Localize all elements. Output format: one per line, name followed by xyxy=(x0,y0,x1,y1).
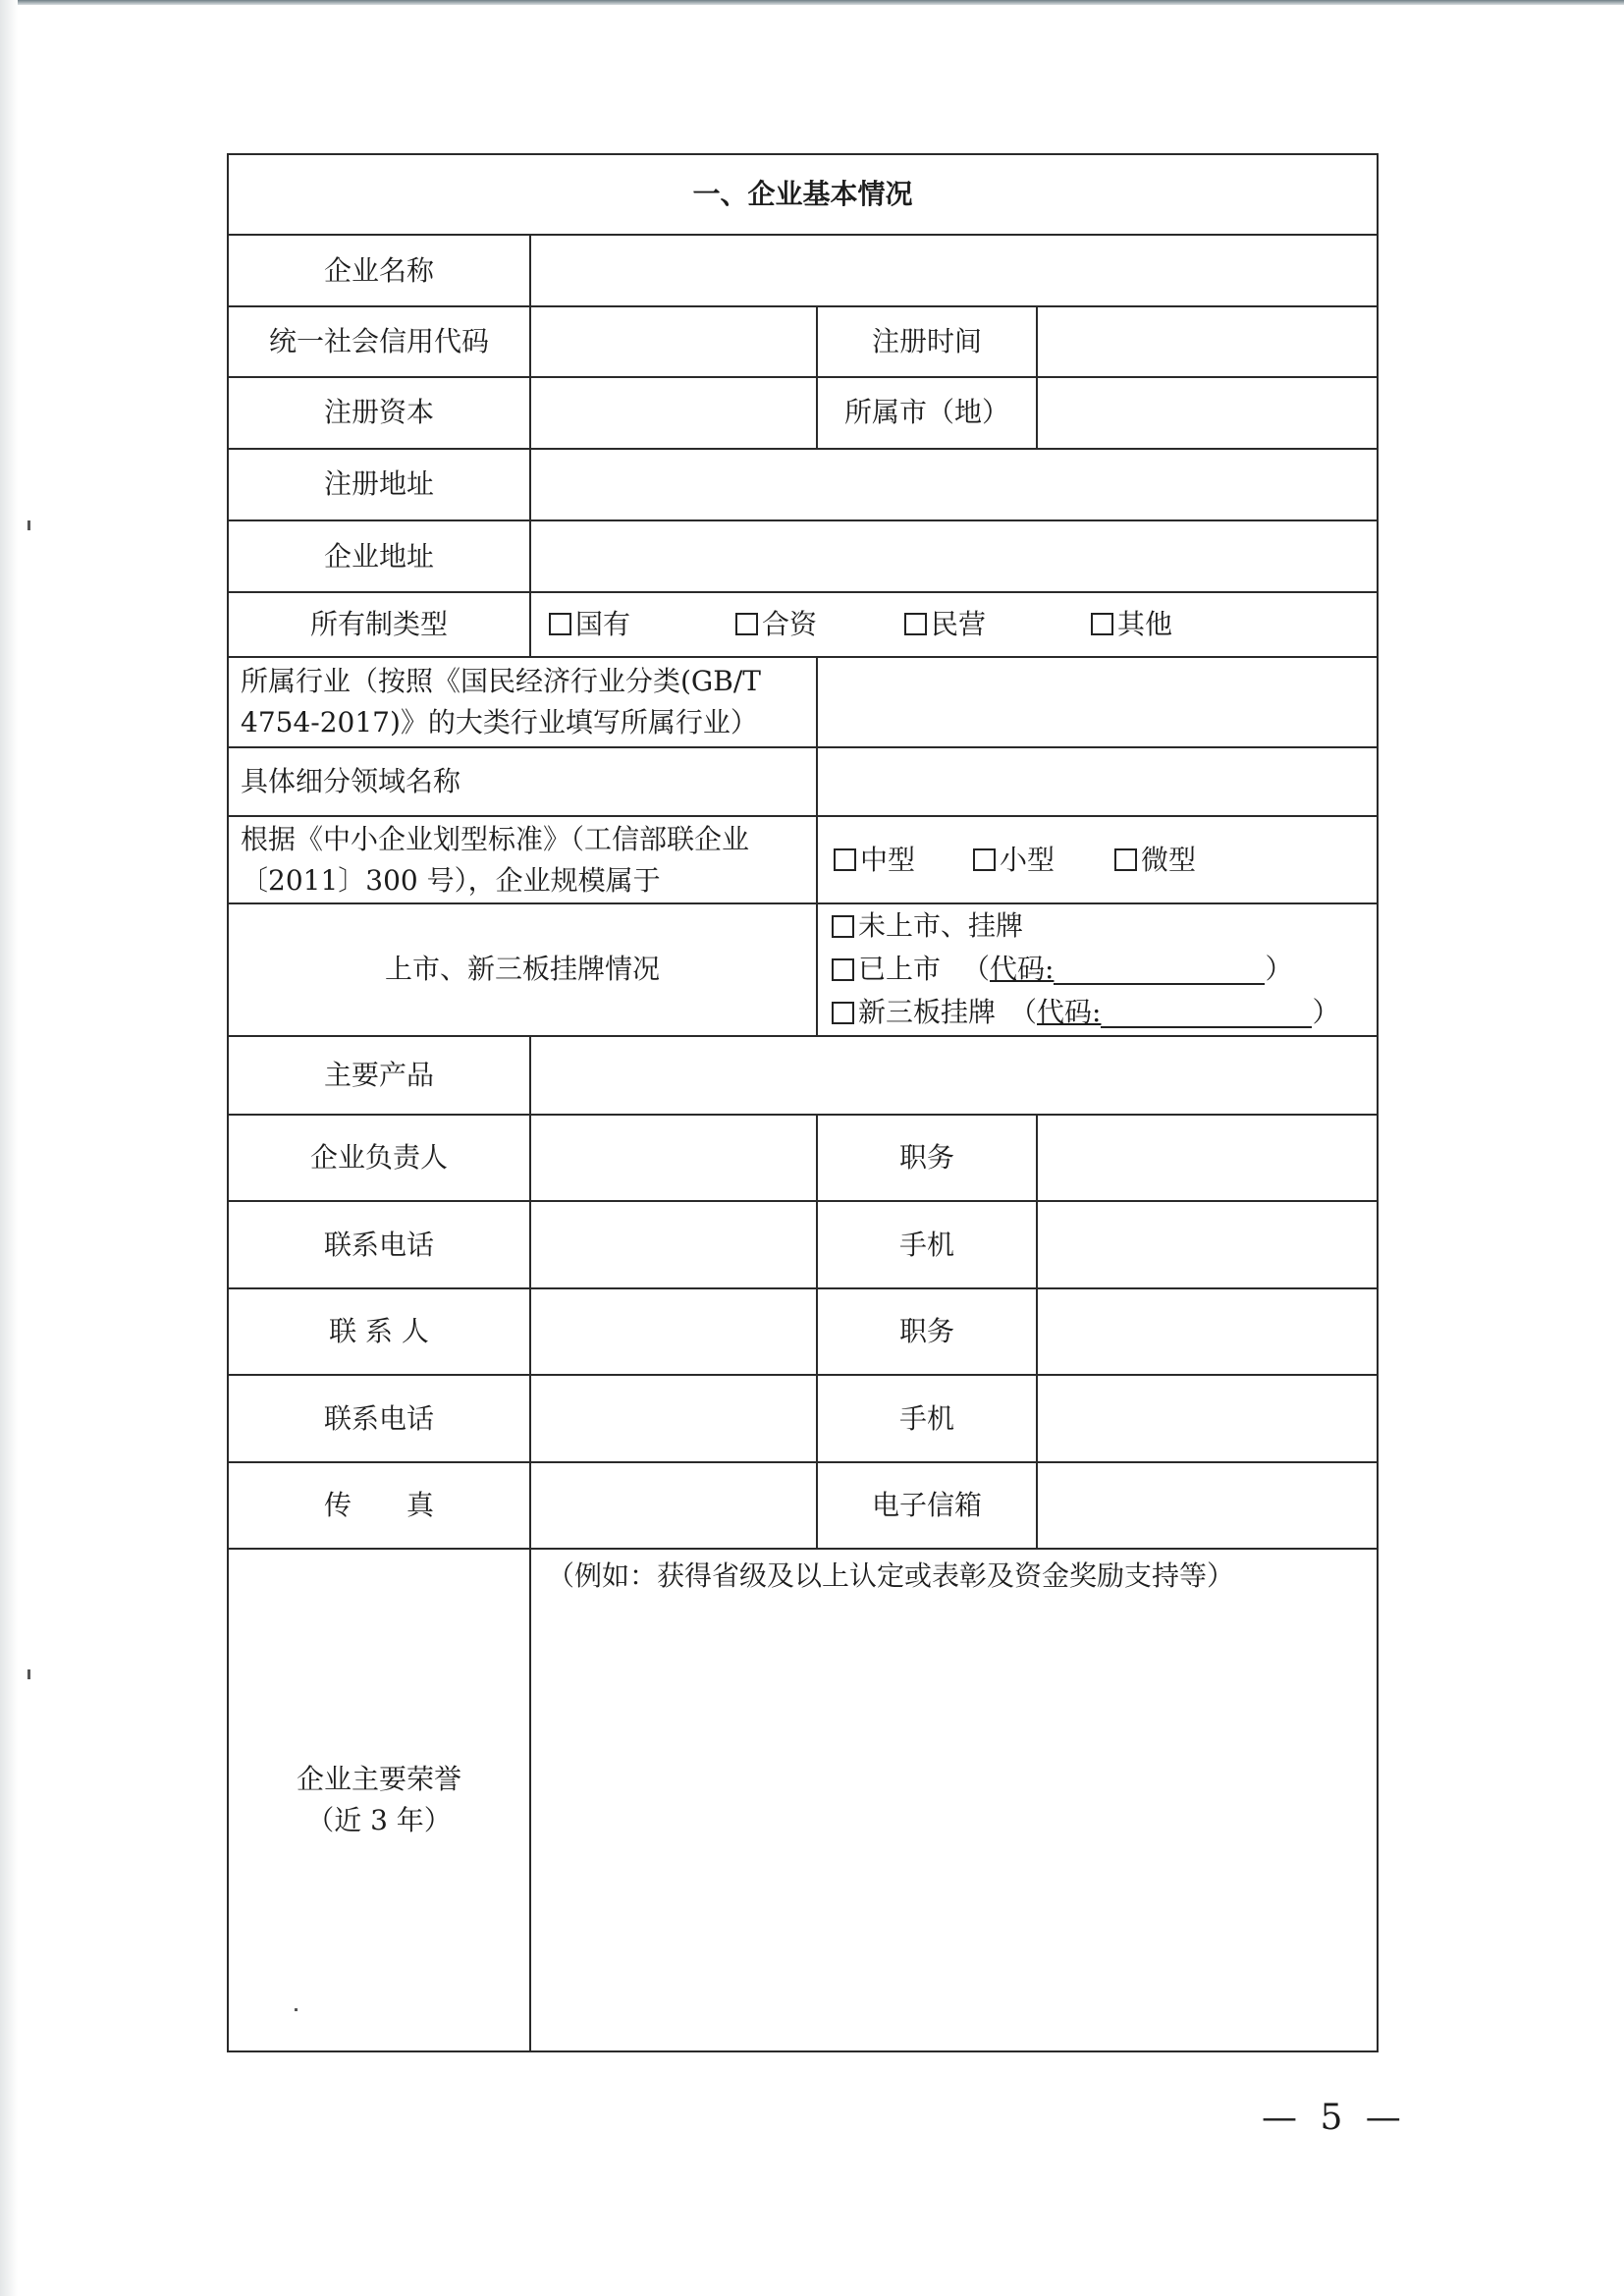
listed-code-input[interactable] xyxy=(1054,954,1265,985)
fax-field[interactable] xyxy=(530,1462,817,1549)
responsible-person-label: 企业负责人 xyxy=(228,1115,530,1201)
mobile-2-label: 手机 xyxy=(817,1375,1037,1461)
mobile-2-field[interactable] xyxy=(1037,1375,1378,1461)
ownership-option-other[interactable]: 其他 xyxy=(1091,604,1172,645)
phone-2-field[interactable] xyxy=(530,1375,817,1461)
checkbox-icon[interactable] xyxy=(832,1002,854,1024)
honors-field[interactable] xyxy=(530,1549,1378,2051)
checkbox-icon[interactable] xyxy=(973,848,996,871)
registered-capital-label: 注册资本 xyxy=(228,377,530,448)
ownership-option-state[interactable]: 国有 xyxy=(549,604,735,645)
registration-date-field[interactable] xyxy=(1037,306,1378,377)
position-1-field[interactable] xyxy=(1037,1115,1378,1201)
checkbox-icon[interactable] xyxy=(832,915,854,938)
scale-basis-label: 根据《中小企业划型标准》（工信部联企业〔2011〕300 号），企业规模属于 xyxy=(228,816,817,902)
email-label: 电子信箱 xyxy=(817,1462,1037,1549)
city-field[interactable] xyxy=(1037,377,1378,448)
honors-hint: （例如：获得省级及以上认定或表彰及资金奖励支持等） xyxy=(547,1559,1235,1593)
scan-edge-top xyxy=(0,0,1624,5)
ownership-option-private[interactable]: 民营 xyxy=(904,604,1091,645)
checkbox-icon[interactable] xyxy=(735,613,758,635)
email-field[interactable] xyxy=(1037,1462,1378,1549)
checkbox-icon[interactable] xyxy=(1091,613,1113,635)
responsible-person-field[interactable] xyxy=(530,1115,817,1201)
scan-mark xyxy=(27,1669,30,1679)
honors-period: （近 3 年） xyxy=(306,1804,452,1837)
scan-mark xyxy=(27,520,30,530)
industry-label: 所属行业（按照《国民经济行业分类(GB/T 4754-2017)》的大类行业填写所属行业） xyxy=(228,657,817,747)
position-2-label: 职务 xyxy=(817,1288,1037,1375)
checkbox-icon[interactable] xyxy=(1114,848,1137,871)
listing-status-options xyxy=(817,903,1378,1036)
industry-field[interactable] xyxy=(817,657,1378,747)
credit-code-field[interactable] xyxy=(530,306,817,377)
phone-1-label: 联系电话 xyxy=(228,1201,530,1287)
phone-1-field[interactable] xyxy=(530,1201,817,1287)
registered-address-label: 注册地址 xyxy=(228,449,530,520)
honors-title: 企业主要荣誉 xyxy=(296,1763,461,1796)
subfield-field[interactable] xyxy=(817,747,1378,816)
position-2-field[interactable] xyxy=(1037,1288,1378,1375)
listing-option-neeq[interactable]: 新三板挂牌 （ 代码: ） xyxy=(832,991,1365,1034)
contact-person-field[interactable] xyxy=(530,1288,817,1375)
phone-2-label: 联系电话 xyxy=(228,1375,530,1461)
city-label: 所属市（地） xyxy=(817,377,1037,448)
scan-edge-left xyxy=(0,0,18,2296)
page-number: — 5 — xyxy=(1262,2098,1407,2138)
scale-option-medium[interactable]: 中型 xyxy=(834,840,973,881)
checkbox-icon[interactable] xyxy=(834,848,856,871)
company-name-field[interactable] xyxy=(530,235,1378,305)
ownership-option-joint[interactable]: 合资 xyxy=(735,604,904,645)
registered-capital-field[interactable] xyxy=(530,377,817,448)
checkbox-icon[interactable] xyxy=(904,613,927,635)
mobile-1-label: 手机 xyxy=(817,1201,1037,1287)
registration-date-label: 注册时间 xyxy=(817,306,1037,377)
scan-mark xyxy=(295,2008,298,2011)
registered-address-field[interactable] xyxy=(530,449,1378,520)
section-title: 一、企业基本情况 xyxy=(228,154,1378,235)
scale-option-small[interactable]: 小型 xyxy=(973,840,1114,881)
ownership-type-options xyxy=(530,592,1378,656)
checkbox-icon[interactable] xyxy=(549,613,571,635)
checkbox-icon[interactable] xyxy=(832,958,854,981)
ownership-type-label: 所有制类型 xyxy=(228,592,530,656)
neeq-code-input[interactable] xyxy=(1101,997,1312,1028)
listing-status-label: 上市、新三板挂牌情况 xyxy=(228,903,817,1036)
scale-options xyxy=(817,816,1378,902)
company-address-label: 企业地址 xyxy=(228,520,530,592)
listing-option-listed[interactable]: 已上市 （ 代码: ） xyxy=(832,948,1365,991)
company-address-field[interactable] xyxy=(530,520,1378,592)
enterprise-info-form xyxy=(227,153,1379,2052)
main-products-label: 主要产品 xyxy=(228,1036,530,1115)
company-name-label: 企业名称 xyxy=(228,235,530,305)
honors-label xyxy=(228,1549,530,2051)
main-products-field[interactable] xyxy=(530,1036,1378,1115)
subfield-label: 具体细分领域名称 xyxy=(228,747,817,816)
position-1-label: 职务 xyxy=(817,1115,1037,1201)
fax-label: 传 真 xyxy=(228,1462,530,1549)
credit-code-label: 统一社会信用代码 xyxy=(228,306,530,377)
mobile-1-field[interactable] xyxy=(1037,1201,1378,1287)
scale-option-micro[interactable]: 微型 xyxy=(1114,840,1196,881)
listing-option-not-listed[interactable]: 未上市、挂牌 xyxy=(832,904,1365,948)
contact-person-label: 联 系 人 xyxy=(228,1288,530,1375)
